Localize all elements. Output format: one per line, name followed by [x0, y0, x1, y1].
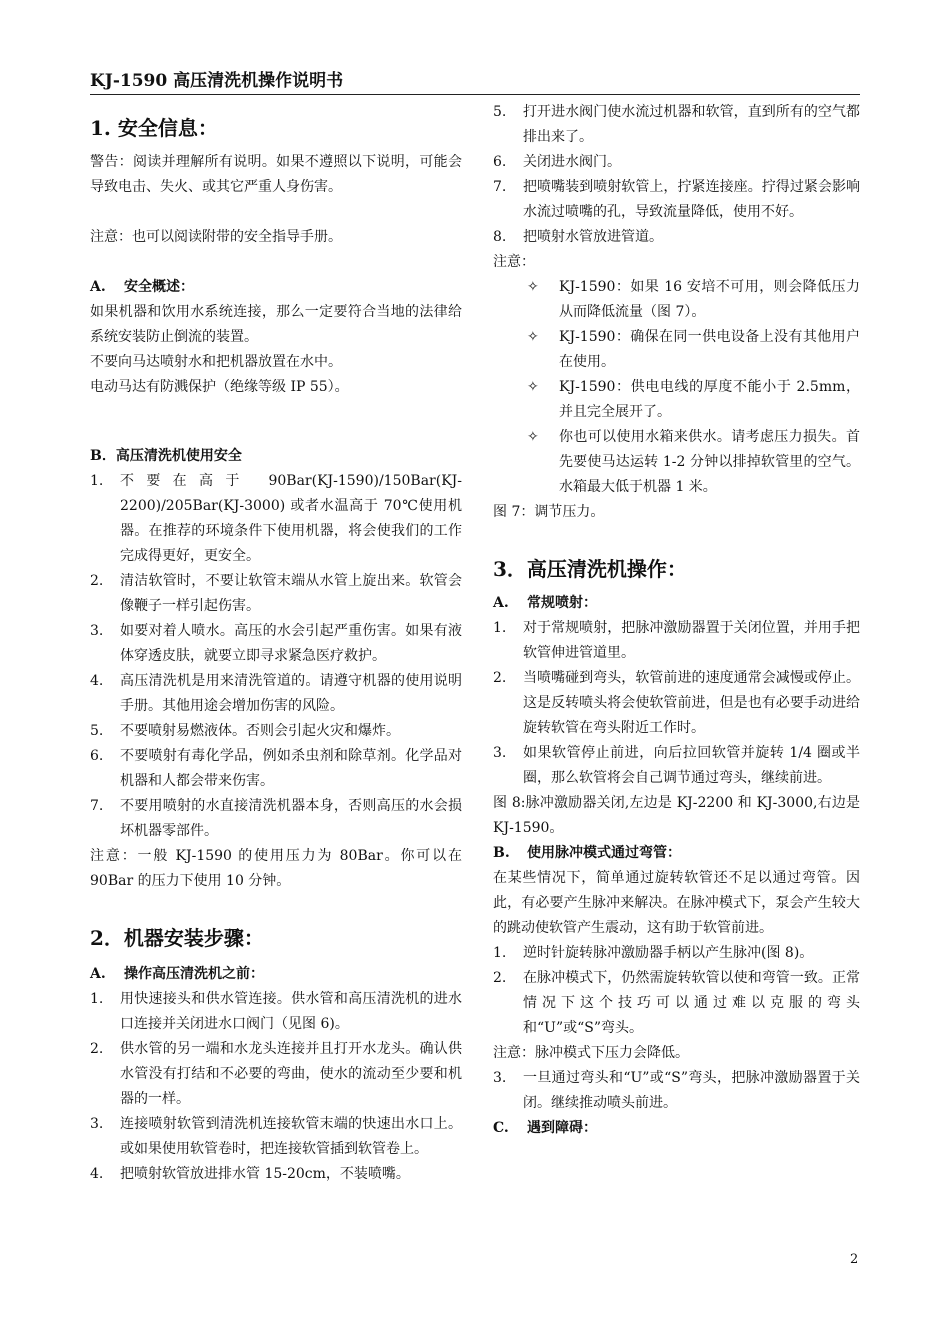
left-column — [90, 100, 462, 1187]
subsection-b-heading: B．高压清洗机使用安全 — [90, 448, 242, 464]
pulse-mode-note: 注意：脉冲模式下压力会降低。 — [493, 1045, 689, 1061]
list-item: 3. 如果软管停止前进，向后拉回软管并旋转 1/4 圈或半圈，那么软管将会自己调节通过弯头，继续前进。 — [493, 745, 860, 786]
subsection-title: 使用脉冲模式通过弯管： — [527, 845, 681, 861]
list-item: 1. 用快速接头和供水管连接。供水管和高压清洗机的进水口连接并关闭进水口阀门（见图 6)。 — [90, 991, 462, 1032]
subsection-a-heading — [90, 275, 462, 300]
pressure-note: 注意：一般 KJ-1590 的使用压力为 80Bar。你可以在 90Bar 的压力下使用 10 分钟。 — [90, 848, 462, 889]
subsection-title: 遇到障碍： — [527, 1120, 597, 1136]
list-item: 3. 如要对着人喷水。高压的水会引起严重伤害。如果有液体穿透皮肤，就要立即寻求紧急医疗救护。 — [90, 623, 462, 664]
list-item: 2. 清洁软管时，不要让软管末端从水管上旋出来。软管会像鞭子一样引起伤害。 — [90, 573, 462, 614]
right-column — [493, 100, 860, 1141]
page-number: 2 — [850, 1252, 859, 1267]
safety-overview-p1: 如果机器和饮用水系统连接，那么一定要符合当地的法律给系统安装防止倒流的装置。 — [90, 304, 462, 345]
diamond-bullet-icon: ✧ — [527, 429, 539, 445]
note-label: 注意： — [493, 254, 535, 270]
list-item: 1. 逆时针旋转脉冲激励器手柄以产生脉冲(图 8)。 — [493, 945, 814, 961]
bullet-item: ✧ KJ-1590：确保在同一供电设备上没有其他用户在使用。 — [493, 325, 860, 375]
subsection-letter: B. — [493, 845, 510, 861]
bullet-item: ✧ KJ-1590：如果 16 安培不可用，则会降低压力从而降低流量（图 7）。 — [493, 275, 860, 325]
list-item: 7. 把喷嘴装到喷射软管上，拧紧连接座。拧得过紧会影响水流过喷嘴的孔，导致流量降低，使用不好。 — [493, 179, 860, 220]
list-item: 7. 不要用喷射的水直接清洗机器本身，否则高压的水会损坏机器零部件。 — [90, 798, 462, 839]
bullet-item: ✧ 你也可以使用水箱来供水。请考虑压力损失。首先要使马达运转 1-2 分钟以排掉软管里的空气。水箱最大低于机器 1 米。 — [493, 425, 860, 500]
diamond-bullet-icon: ✧ — [527, 329, 539, 345]
section-3-title: 3．高压清洗机操作： — [493, 557, 687, 581]
subsection-3c-heading — [493, 1116, 860, 1141]
safety-note: 注意：也可以阅读附带的安全指导手册。 — [90, 229, 342, 245]
list-item: 4. 把喷射软管放进排水管 15-20cm，不装喷嘴。 — [90, 1166, 410, 1182]
section-2-title: 2．机器安装步骤： — [90, 926, 264, 950]
subsection-3b-heading — [493, 841, 860, 866]
list-item: 3. 连接喷射软管到清洗机连接软管末端的快速出水口上。或如果使用软管卷时，把连接软管插到软管卷上。 — [90, 1116, 462, 1157]
subsection-3a-heading — [493, 591, 860, 616]
bullet-item: ✧ KJ-1590：供电电线的厚度不能小于 2.5mm，并且完全展开了。 — [493, 375, 860, 425]
list-item: 4. 高压清洗机是用来清洗管道的。请遵守机器的使用说明手册。其他用途会增加伤害的风险。 — [90, 673, 462, 714]
subsection-title: 常规喷射： — [527, 595, 597, 611]
subsection-letter: A. — [90, 279, 106, 295]
section-1-title: 1. 安全信息： — [90, 116, 218, 140]
list-item: 1. 对于常规喷射，把脉冲激励器置于关闭位置，并用手把软管伸进管道里。 — [493, 620, 860, 661]
subsection-2a-heading — [90, 962, 462, 987]
list-item: 5. 不要喷射易燃液体。否则会引起火灾和爆炸。 — [90, 723, 400, 739]
safety-overview-p3: 电动马达有防溅保护（绝缘等级 IP 55）。 — [90, 379, 349, 395]
list-item: 3. 一旦通过弯头和“U”或“S”弯头，把脉冲激励器置于关闭。继续推动喷头前进。 — [493, 1070, 860, 1111]
document-header: KJ-1590 高压清洗机操作说明书 — [90, 71, 344, 91]
list-item: 2. 当喷嘴碰到弯头，软管前进的速度通常会减慢或停止。这是反转喷头将会使软管前进，但是也有必要手动进给旋转软管在弯头附近工作时。 — [493, 670, 860, 736]
list-item: 8. 把喷射水管放进管道。 — [493, 229, 663, 245]
safety-overview-p2: 不要向马达喷射水和把机器放置在水中。 — [90, 354, 342, 370]
figure-7-caption: 图 7：调节压力。 — [493, 504, 605, 520]
subsection-letter: A. — [90, 966, 106, 982]
list-item: 2. 在脉冲模式下，仍然需旋转软管以使和弯管一致。正常情况下这个技巧可以通过难以克服的弯头和“U”或“S”弯头。 — [493, 970, 860, 1036]
list-item: 1. 不要在高于 90Bar(KJ-1590)/150Bar(KJ-2200)/205Bar(KJ-3000) 或者水温高于 70℃使用机器。在推荐的环境条件下使用机器，将会使我们的工作完成得更好，更安全。 — [90, 473, 462, 564]
subsection-title: 操作高压清洗机之前： — [124, 966, 264, 982]
subsection-title: 安全概述： — [124, 279, 194, 295]
figure-8-caption: 图 8:脉冲激励器关闭,左边是 KJ-2200 和 KJ-3000,右边是 KJ-1590。 — [493, 795, 860, 836]
subsection-letter: A. — [493, 595, 509, 611]
pulse-mode-paragraph: 在某些情况下，简单通过旋转软管还不足以通过弯管。因此，有必要产生脉冲来解决。在脉冲模式下，泵会产生较大的跳动使软管产生震动，这有助于软管前进。 — [493, 870, 860, 936]
subsection-letter: C. — [493, 1120, 509, 1136]
safety-warning: 警告：阅读并理解所有说明。如果不遵照以下说明，可能会导致电击、失火、或其它严重人身伤害。 — [90, 154, 462, 195]
list-item: 6. 不要喷射有毒化学品，例如杀虫剂和除草剂。化学品对机器和人都会带来伤害。 — [90, 748, 462, 789]
header-divider — [90, 94, 860, 95]
diamond-bullet-icon: ✧ — [527, 279, 539, 295]
list-item: 6. 关闭进水阀门。 — [493, 154, 621, 170]
list-item: 5. 打开进水阀门使水流过机器和软管，直到所有的空气都排出来了。 — [493, 104, 860, 145]
diamond-bullet-icon: ✧ — [527, 379, 539, 395]
list-item: 2. 供水管的另一端和水龙头连接并且打开水龙头。确认供水管没有打结和不必要的弯曲，使水的流动至少要和机器的一样。 — [90, 1041, 462, 1107]
